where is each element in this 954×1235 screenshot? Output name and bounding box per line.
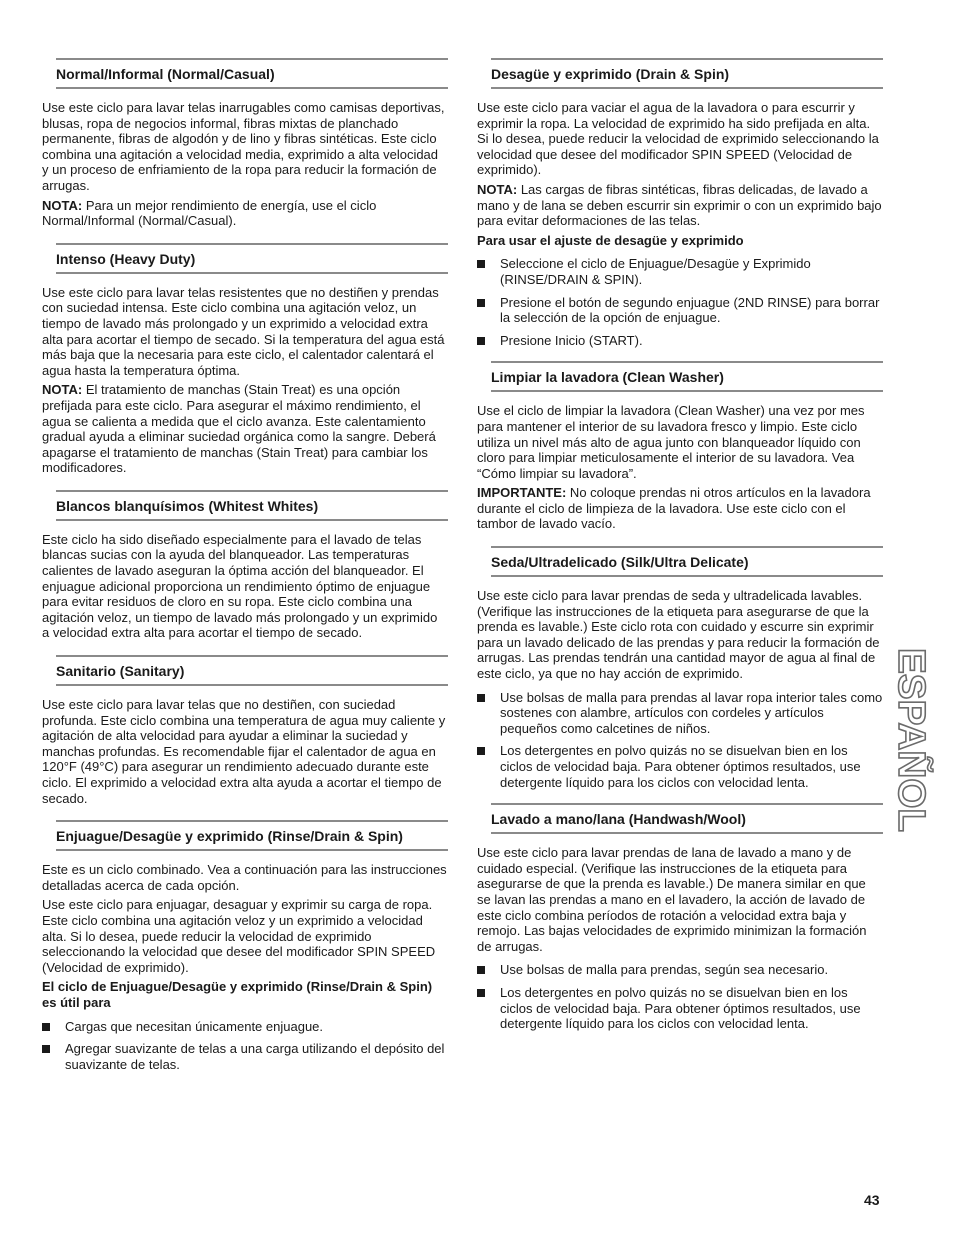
- section-heading: [491, 58, 883, 89]
- body-paragraph: [477, 182, 883, 229]
- body-paragraph: [477, 403, 883, 481]
- side-tab-label: ESPAÑOL: [890, 648, 932, 829]
- list-item-text: Cargas que necesitan únicamente enjuague.: [65, 1018, 324, 1034]
- section: [477, 803, 883, 1045]
- section-heading: [491, 803, 883, 834]
- bullet-list: [477, 256, 883, 348]
- note-label: IMPORTANTE:: [477, 485, 567, 501]
- paragraph-text: Use este ciclo para lavar prendas de seda y ultradelicada lavables. (Verifique las instrucciones de la etiqueta para asegurarse de que la prenda es lavable.) Este ciclo rota con cuidado y escurre sin exprimir para un lavado delicado de las prendas y para reducir la formación de arrugas. Las prendas tendrán una cantidad mayor de agua al final de este ciclo, ya que no hay acción de exprimido.: [477, 588, 880, 682]
- list-item: [477, 690, 883, 737]
- subheading: Para usar el ajuste de desagüe y exprimido: [477, 232, 744, 248]
- note-label: NOTA:: [42, 382, 83, 398]
- bullet-list: [477, 690, 883, 791]
- bullet-list: [42, 1019, 448, 1073]
- square-bullet-icon: [477, 337, 485, 345]
- body-paragraph: [42, 862, 448, 893]
- list-item-text: Seleccione el ciclo de Enjuague/Desagüe y Exprimido (RINSE/DRAIN & SPIN).: [500, 256, 811, 287]
- square-bullet-icon: [477, 694, 485, 702]
- note-label: NOTA:: [477, 181, 518, 197]
- section: [477, 546, 883, 803]
- section: [42, 655, 448, 820]
- body-paragraph: [42, 697, 448, 806]
- list-item-text: Los detergentes en polvo quizás no se disuelvan bien en los ciclos de velocidad baja. Para obtener óptimos resultados, use detergente líquido para los ciclos con velocidad lenta.: [500, 984, 861, 1032]
- body-paragraph: [477, 100, 883, 178]
- paragraph-text: No coloque prendas ni otros artículos en la lavadora durante el ciclo de limpieza de la lavadora. Use este ciclo con el tambor de lavado vacío.: [477, 485, 871, 532]
- square-bullet-icon: [42, 1045, 50, 1053]
- paragraph-text: Use el ciclo de limpiar la lavadora (Clean Washer) una vez por mes para mantener el interior de su lavadora fresco y limpio. Este ciclo utiliza un nivel más alto de agua junto con blanqueador líquido con cloro para limpiar meticulosamente el interior de su lavadora. Vea “Cómo limpiar su lavadora”.: [477, 403, 865, 481]
- bullet-list: [477, 962, 883, 1031]
- list-item-text: Use bolsas de malla para prendas, según sea necesario.: [500, 962, 829, 978]
- section-title: Blancos blanquísimos (Whitest Whites): [56, 497, 319, 514]
- section-title: Enjuague/Desagüe y exprimido (Rinse/Drain & Spin): [56, 828, 403, 845]
- paragraph-text: Este ciclo ha sido diseñado especialmente para el lavado de telas blancas sucias con la ayuda del blanqueador. Las temperaturas calientes de lavado aseguran la óptima acción del blanqueador. El enjuague adicional proporciona un rendimiento óptimo de enjuague para evitar residuos de cloro en su ropa. Este ciclo combina una agitación veloz, un tiempo de lavado más prolongado y un exprimido a velocidad extra alta para acortar el tiempo de secado.: [42, 531, 438, 641]
- body-paragraph: [42, 285, 448, 379]
- body-paragraph: [42, 100, 448, 194]
- body-paragraph: [477, 485, 883, 532]
- section-title: Desagüe y exprimido (Drain & Spin): [491, 66, 730, 82]
- paragraph-text: Este es un ciclo combinado. Vea a continuación para las instrucciones detalladas acerca de cada opción.: [42, 862, 447, 893]
- left-column: [42, 58, 448, 1085]
- section-title: Lavado a mano/lana (Handwash/Wool): [491, 811, 746, 828]
- paragraph-text: Use este ciclo para vaciar el agua de la lavadora o para escurrir y exprimir la ropa. La velocidad de exprimido ha sido prefijada en alta. Si lo desea, puede reducir la velocidad de exprimido seleccionando la velocidad que desee del modificador SPIN SPEED (Velocidad de exprimido).: [477, 100, 879, 178]
- list-item: [477, 743, 883, 790]
- square-bullet-icon: [477, 989, 485, 997]
- section-title: Sanitario (Sanitary): [56, 663, 185, 680]
- section-heading: [56, 243, 448, 274]
- section-heading: [56, 655, 448, 686]
- body-paragraph: [42, 198, 448, 229]
- list-item: [477, 295, 883, 326]
- section-heading: [491, 546, 883, 577]
- body-paragraph: [42, 532, 448, 641]
- paragraph-text: El tratamiento de manchas (Stain Treat) es una opción prefijada para este ciclo. Para asegurar el máximo rendimiento, el agua se calienta a medida que el ciclo avanza. Este calentamiento gradual ayuda a eliminar suciedad orgánica como la sangre. Deberá apagarse el tratamiento de manchas (Stain Treat) para cambiar los modificadores.: [42, 382, 436, 476]
- section: [477, 58, 883, 361]
- list-item-text: Los detergentes en polvo quizás no se disuelvan bien en los ciclos de velocidad baja. Para obtener óptimos resultados, use detergente líquido para los ciclos con velocidad lenta.: [500, 743, 861, 790]
- square-bullet-icon: [477, 260, 485, 268]
- body-paragraph: [477, 845, 883, 954]
- section-heading: [491, 361, 883, 392]
- right-column: [477, 58, 883, 1045]
- square-bullet-icon: [42, 1023, 50, 1031]
- list-item-text: Presione Inicio (START).: [500, 332, 643, 348]
- list-item: [42, 1041, 448, 1072]
- paragraph-text: Use este ciclo para lavar telas que no destiñen, con suciedad profunda. Este ciclo combina una temperatura de agua muy caliente y agitación de alta velocidad para ayudar a eliminar la suciedad y manchas profundas. Es recomendable fijar el calentador de agua en 120°F (49°C) para asegurar un rendimiento adecuado durante este ciclo. El exprimido a velocidad extra alta ayuda a acortar el tiempo de secado.: [42, 697, 446, 806]
- section-title: Intenso (Heavy Duty): [56, 250, 196, 267]
- section-title: Limpiar la lavadora (Clean Washer): [491, 369, 724, 386]
- list-item-text: Presione el botón de segundo enjuague (2ND RINSE) para borrar la selección de la opción de enjuague.: [500, 294, 880, 326]
- square-bullet-icon: [477, 299, 485, 307]
- section: [42, 820, 448, 1085]
- section-heading: [56, 58, 448, 89]
- list-item: [42, 1019, 448, 1035]
- paragraph-text: Para un mejor rendimiento de energía, use el ciclo Normal/Informal (Normal/Casual).: [42, 197, 377, 229]
- section: [42, 58, 448, 243]
- list-item: [477, 256, 883, 287]
- paragraph-text: Use este ciclo para lavar telas resistentes que no destiñen y prendas con suciedad intensa. Este ciclo combina una agitación veloz, un tiempo de lavado más prolongado y un exprimido a velocidad extra alta para acortar el tiempo de secado. Si la temperatura del agua está más baja que la necesaria para este ciclo, el calentador calentará el agua hasta la temperatura óptima.: [42, 284, 445, 378]
- language-side-tab: [890, 648, 932, 832]
- section-heading: [56, 820, 448, 851]
- section: [477, 361, 883, 546]
- section-title: Normal/Informal (Normal/Casual): [56, 66, 275, 82]
- square-bullet-icon: [477, 747, 485, 755]
- section-heading: [56, 490, 448, 521]
- page-number: 43: [864, 1192, 880, 1208]
- paragraph-text: Use este ciclo para lavar telas inarrugables como camisas deportivas, blusas, ropa de negocios informal, fibras mixtas de planchado permanente, fibras de algodón y de lino y fibras sintéticas. Este ciclo combina una agitación a velocidad media, exprimido a alta velocidad y un proceso de enfriamiento de la ropa para reducir la formación de arrugas.: [42, 100, 445, 193]
- body-paragraph: [42, 897, 448, 975]
- list-item-text: Use bolsas de malla para prendas al lavar ropa interior tales como sostenes con alambre, artículos con cordeles y artículos pequeños como calcetines de niños.: [500, 689, 883, 736]
- list-item: [477, 985, 883, 1032]
- list-item: [477, 962, 883, 978]
- section: [42, 243, 448, 490]
- subheading: El ciclo de Enjuague/Desagüe y exprimido (Rinse/Drain & Spin) es útil para: [42, 979, 433, 1010]
- body-paragraph: [42, 382, 448, 476]
- list-item: [477, 333, 883, 349]
- paragraph-text: Las cargas de fibras sintéticas, fibras delicadas, de lavado a mano y de lana se deben escurrir sin exprimir o con un exprimido bajo para evitar deformaciones de las telas.: [477, 181, 882, 229]
- note-label: NOTA:: [42, 197, 83, 213]
- paragraph-text: Use este ciclo para enjuagar, desaguar y exprimir su carga de ropa. Este ciclo combina una agitación veloz y un exprimido a velocidad alta. Si lo desea, puede reducir la velocidad de exprimido seleccionando la velocidad que desee del modificador SPIN SPEED (Velocidad de exprimido).: [42, 897, 436, 975]
- list-item-text: Agregar suavizante de telas a una carga utilizando el depósito del suavizante de telas.: [65, 1041, 445, 1072]
- square-bullet-icon: [477, 966, 485, 974]
- section: [42, 490, 448, 655]
- body-paragraph: [477, 588, 883, 682]
- section-title: Seda/Ultradelicado (Silk/Ultra Delicate): [491, 554, 749, 571]
- paragraph-text: Use este ciclo para lavar prendas de lana de lavado a mano y de cuidado especial. (Verifique las instrucciones de la etiqueta para asegurarse de que la prenda es lavable.) De manera similar en que se lavan las prendas a mano en el lavadero, la acción de lavado de este ciclo combina períodos de rotación a velocidad extra baja y remojo. Las bajas velocidades de exprimido minimizan la formación de arrugas.: [477, 845, 867, 954]
